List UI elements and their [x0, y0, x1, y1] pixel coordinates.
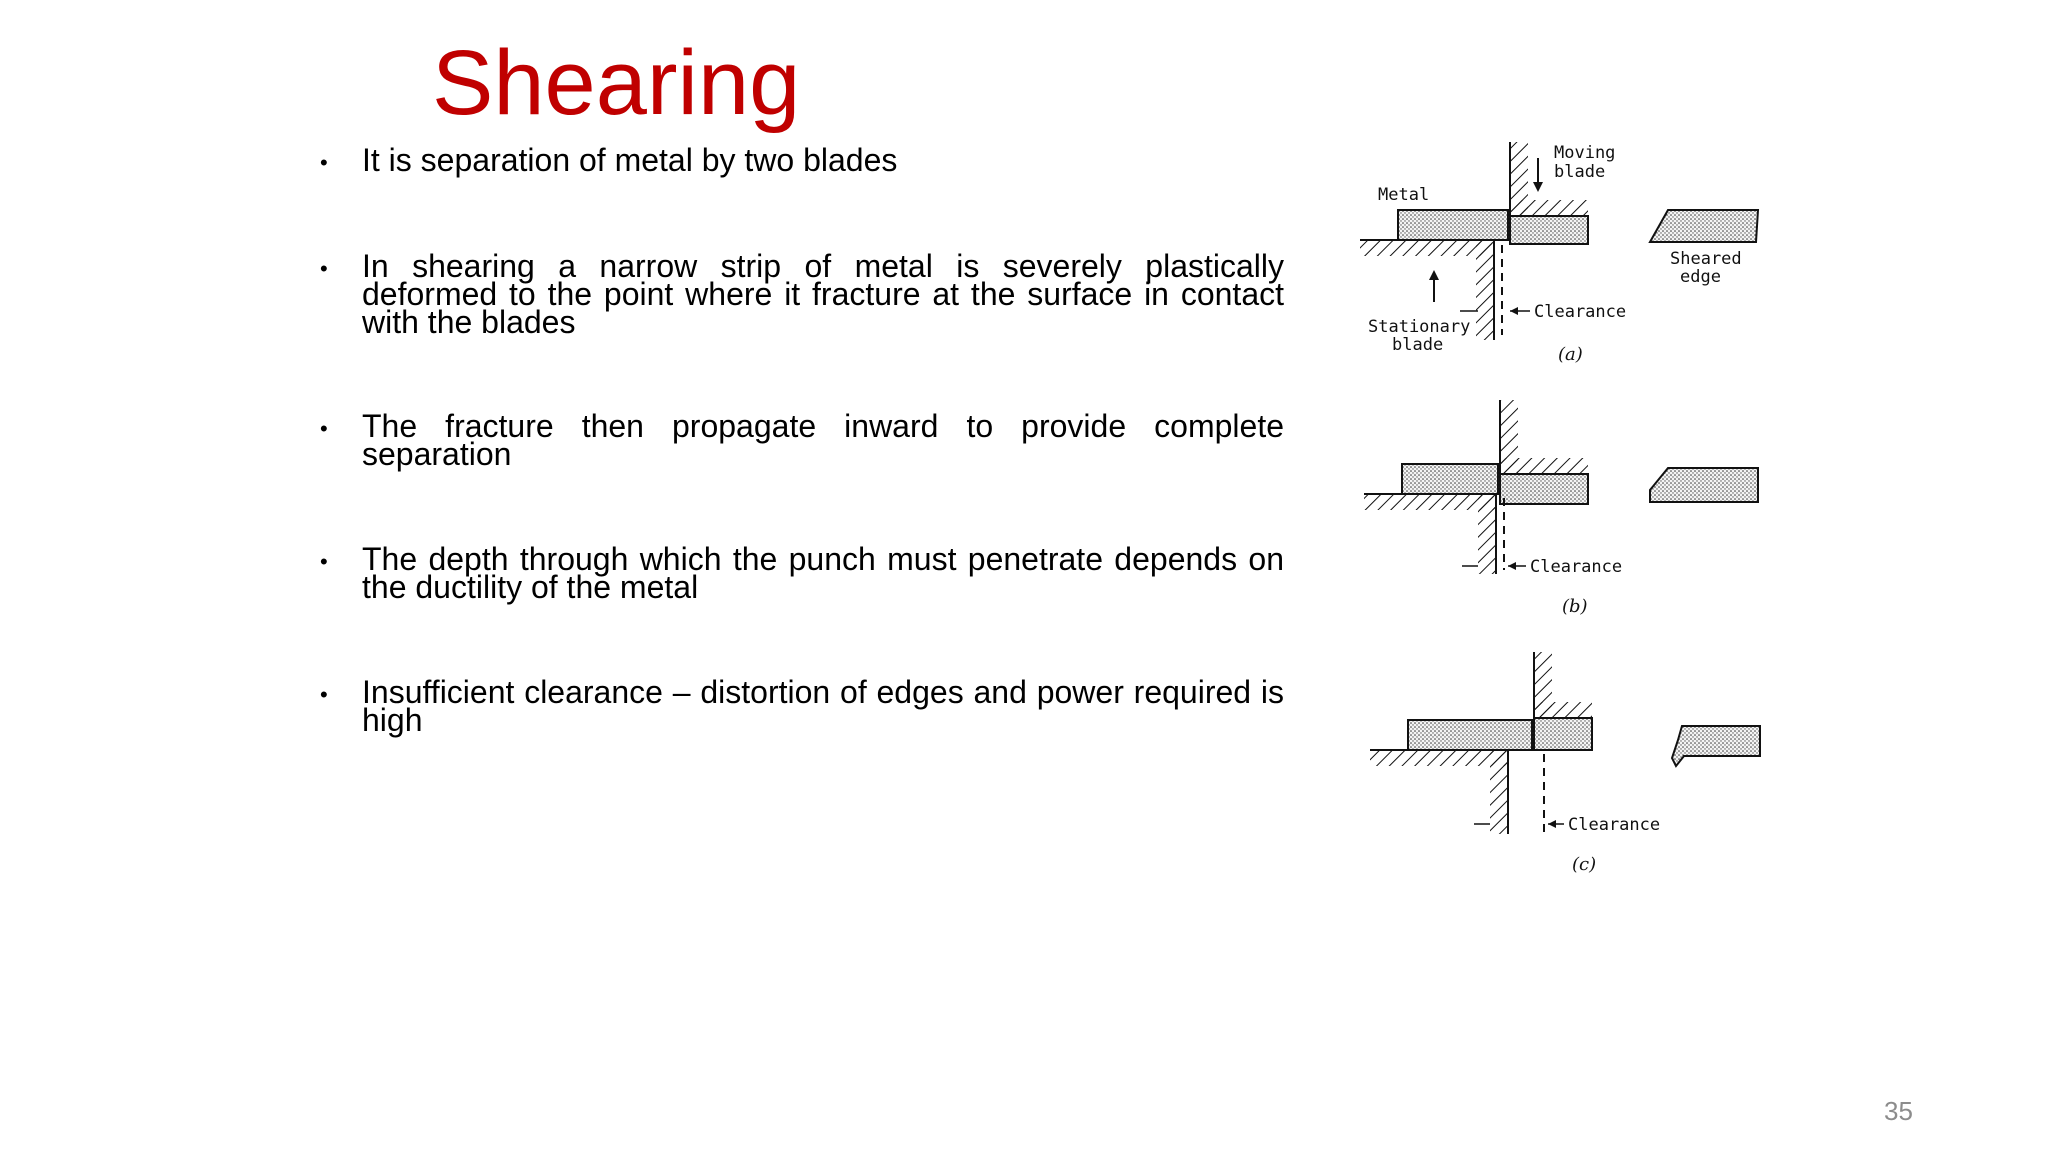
bullet-item — [320, 248, 1284, 340]
panel-a — [1360, 142, 1758, 365]
bullet-marker: • — [320, 256, 328, 281]
panel-caption: (c) — [1572, 854, 1597, 875]
bullet-text: The depth through which the punch must penetrate depends on the ductility of the metal — [362, 541, 1284, 605]
moving-blade-label: blade — [1554, 162, 1606, 182]
bullet-marker: • — [320, 682, 328, 707]
bullet-marker: • — [320, 150, 328, 175]
bullet-text: The fracture then propagate inward to provide complete separation — [362, 408, 1284, 472]
sheared-edge-label: edge — [1680, 267, 1721, 287]
clearance-label: Clearance — [1568, 815, 1661, 835]
bullet-marker: • — [320, 416, 328, 441]
bullet-text: In shearing a narrow strip of metal is severely plastically deformed to the point where it fracture at the surface in contact with the blades — [362, 248, 1284, 340]
metal-label: Metal — [1378, 185, 1430, 205]
slide-title: Shearing — [432, 32, 801, 134]
panel-caption: (b) — [1562, 596, 1588, 617]
bullet-text: Insufficient clearance – distortion of edges and power required is high — [362, 674, 1284, 738]
panel-caption: (a) — [1558, 344, 1583, 365]
stationary-blade-label: blade — [1392, 335, 1444, 355]
panel-b — [1364, 400, 1758, 617]
stationary-blade-label: Stationary — [1368, 317, 1471, 337]
bullet-marker: • — [320, 549, 328, 574]
bullet-item — [320, 541, 1284, 605]
bullet-item — [320, 408, 1284, 472]
sheared-piece — [1650, 468, 1758, 502]
panel-c — [1370, 652, 1760, 875]
sheared-piece — [1650, 210, 1758, 242]
bullet-item — [320, 142, 1284, 178]
sheared-piece — [1672, 726, 1760, 766]
moving-blade-label: Moving — [1554, 143, 1616, 163]
shearing-diagram — [1350, 130, 1800, 890]
bullet-item — [320, 674, 1284, 738]
stationary-blade — [1360, 240, 1492, 256]
bullet-text: It is separation of metal by two blades — [362, 142, 898, 178]
clearance-label: Clearance — [1530, 557, 1623, 577]
metal-strip — [1398, 210, 1508, 240]
sheared-edge-label: Sheared — [1670, 249, 1742, 269]
page-number: 35 — [1884, 1096, 1913, 1126]
clearance-label: Clearance — [1534, 302, 1627, 322]
